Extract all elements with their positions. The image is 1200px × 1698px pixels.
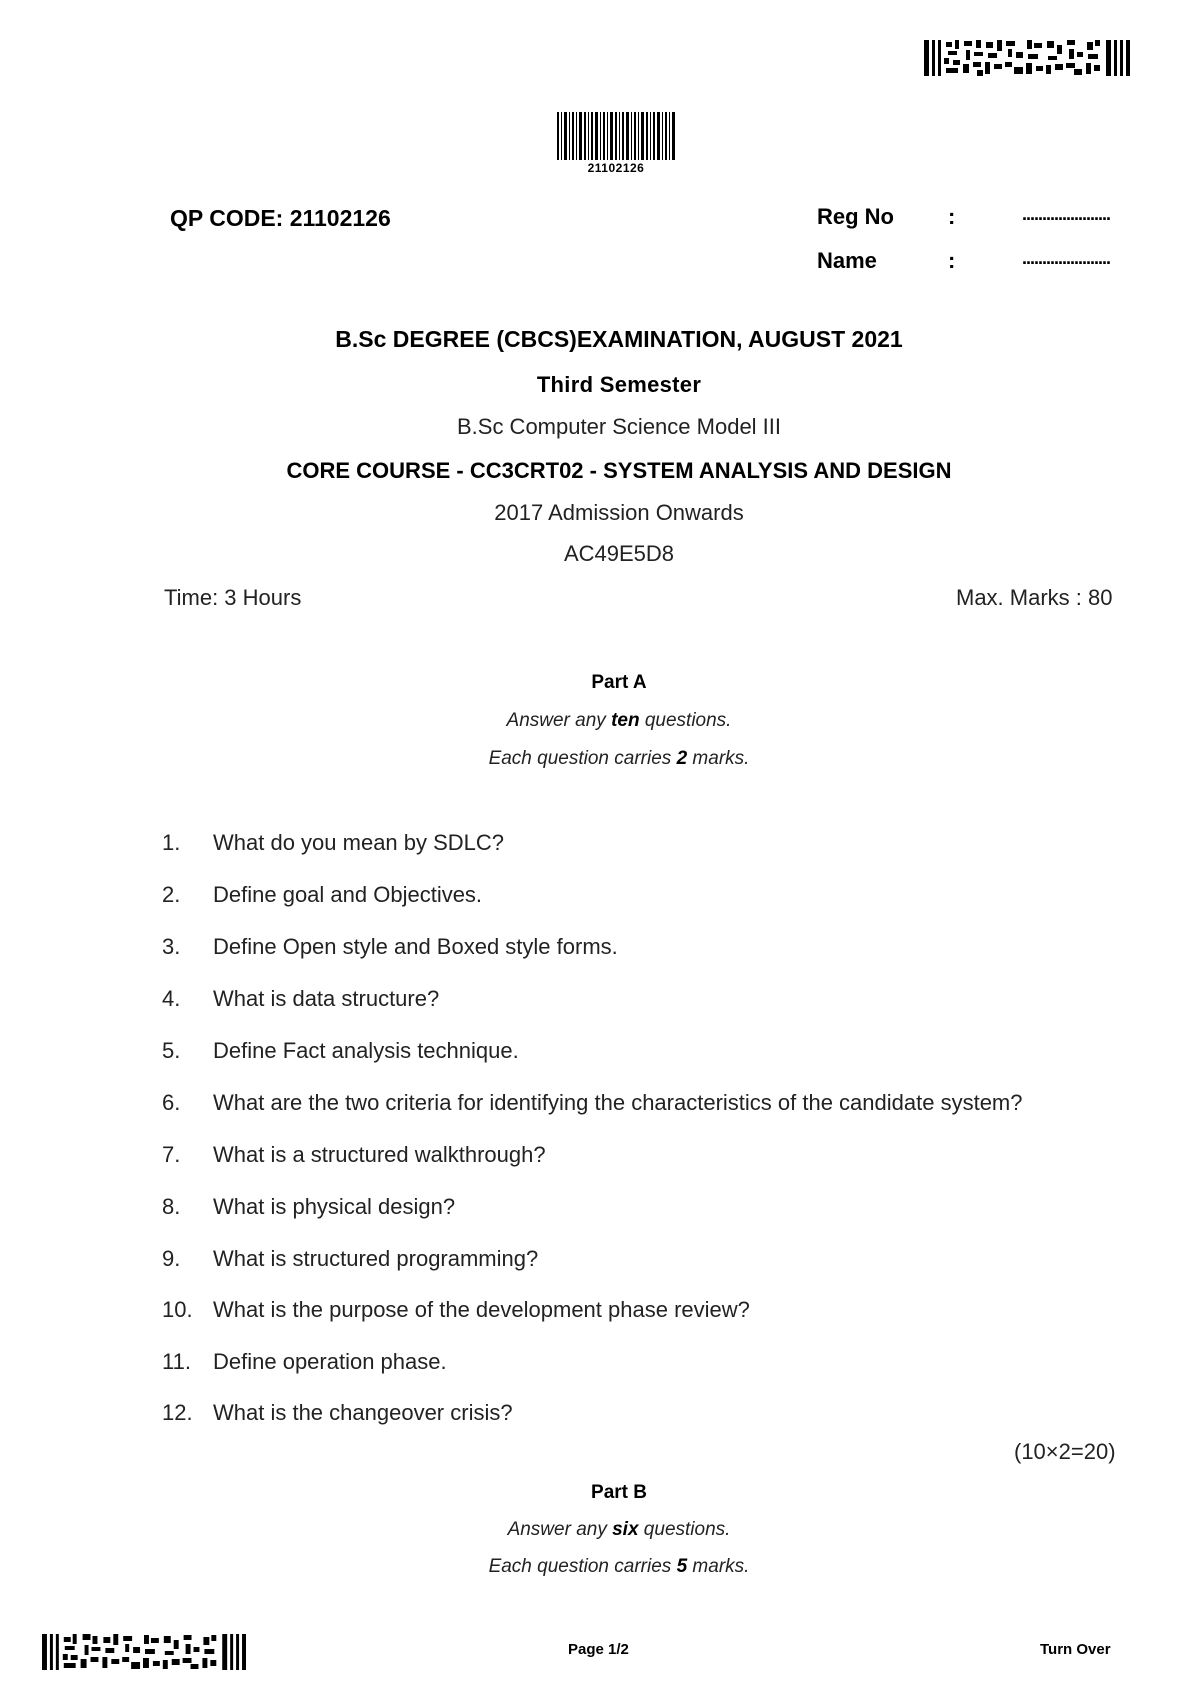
admission-note: 2017 Admission Onwards [494, 500, 744, 525]
name-colon: : [948, 248, 956, 273]
turn-over-label: Turn Over [1040, 1641, 1111, 1658]
semester: Third Semester [536, 372, 702, 397]
course-title: CORE COURSE - CC3CRT02 - SYSTEM ANALYSIS AND DESIGN [286, 458, 952, 483]
barcode-top-right-icon [924, 40, 1130, 76]
barcode-number: 21102126 [587, 161, 645, 175]
exam-time: Time: 3 Hours [164, 585, 302, 610]
reg-no-colon: : [948, 204, 956, 229]
name-label: Name [817, 248, 877, 273]
paper-code: AC49E5D8 [563, 541, 675, 566]
part-b-title: Part B [591, 1482, 647, 1503]
qp-code: QP CODE: 21102126 [170, 205, 391, 231]
linear-barcode-icon [557, 112, 675, 160]
part-a-instruction-1: Answer any ten questions. [506, 710, 732, 731]
part-a-marks-summary: (10×2=20) [1014, 1439, 1116, 1464]
part-b-instruction-1: Answer any six questions. [507, 1519, 731, 1540]
part-b-instruction-2: Each question carries 5 marks. [488, 1556, 750, 1577]
program-name: B.Sc Computer Science Model III [456, 414, 782, 439]
max-marks: Max. Marks : 80 [956, 585, 1113, 610]
part-a-title: Part A [591, 672, 647, 693]
name-field: ...................... [1022, 248, 1111, 268]
exam-title: B.Sc DEGREE (CBCS)EXAMINATION, AUGUST 2021 [335, 326, 903, 352]
reg-no-label: Reg No [817, 204, 894, 229]
page-number: Page 1/2 [568, 1641, 629, 1658]
barcode-bottom-left-icon [42, 1634, 246, 1670]
part-a-instruction-2: Each question carries 2 marks. [488, 748, 750, 769]
reg-no-field: ...................... [1022, 204, 1111, 224]
